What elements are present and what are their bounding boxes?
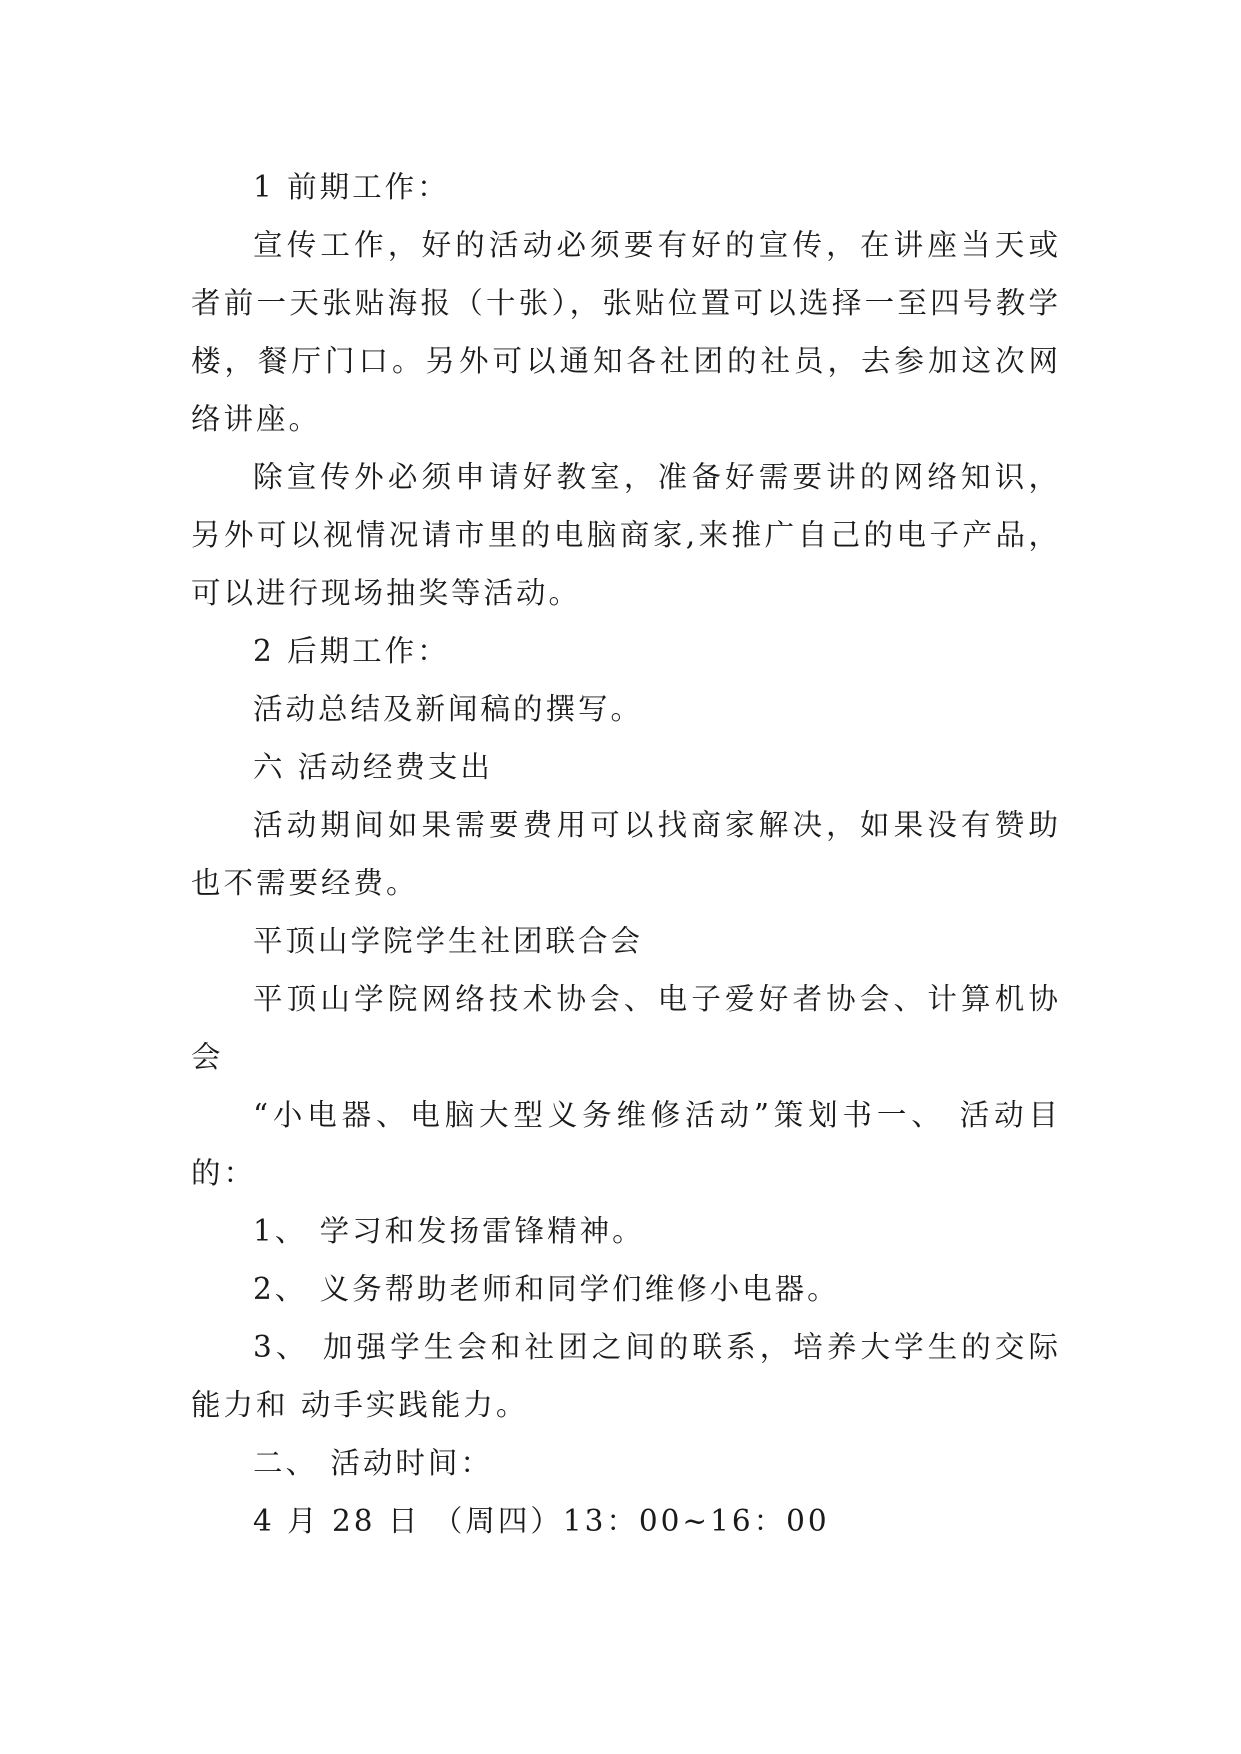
paragraph-publicity: 宣传工作，好的活动必须要有好的宣传，在讲座当天或者前一天张贴海报（十张），张贴位置可以选择一至四号教学楼，餐厅门口。另外可以通知各社团的社员，去参加这次网络讲座。 — [191, 228, 1061, 436]
paragraph-organizer-associations: 平顶山学院网络技术协会、电子爱好者协会、计算机协会 — [191, 982, 1061, 1074]
paragraph-later-work-heading: 2 后期工作： — [253, 634, 450, 668]
paragraph-early-work-heading: 1 前期工作： — [253, 170, 450, 204]
paragraph-goal-1: 1、 学习和发扬雷锋精神。 — [253, 1214, 645, 1248]
document-body — [191, 158, 1061, 1550]
paragraph-summary: 活动总结及新闻稿的撰写。 — [253, 692, 644, 726]
paragraph-expenses: 活动期间如果需要费用可以找商家解决，如果没有赞助也不需要经费。 — [191, 808, 1061, 900]
paragraph-goal-2: 2、 义务帮助老师和同学们维修小电器。 — [253, 1272, 840, 1306]
paragraph-organizer-union: 平顶山学院学生社团联合会 — [253, 924, 644, 958]
paragraph-time-value: 4 月 28 日 （周四）13：00~16：00 — [253, 1504, 830, 1538]
paragraph-classroom-preparation: 除宣传外必须申请好教室，准备好需要讲的网络知识，另外可以视情况请市里的电脑商家,来推广自己的电子产品，可以进行现场抽奖等活动。 — [191, 460, 1061, 610]
paragraph-time-heading: 二、 活动时间： — [253, 1446, 493, 1480]
paragraph-goal-3: 3、 加强学生会和社团之间的联系，培养大学生的交际能力和 动手实践能力。 — [191, 1330, 1061, 1422]
paragraph-plan-title: “小电器、电脑大型义务维修活动”策划书一、 活动目的： — [191, 1098, 1061, 1190]
paragraph-expenses-heading: 六 活动经费支出 — [253, 750, 493, 784]
